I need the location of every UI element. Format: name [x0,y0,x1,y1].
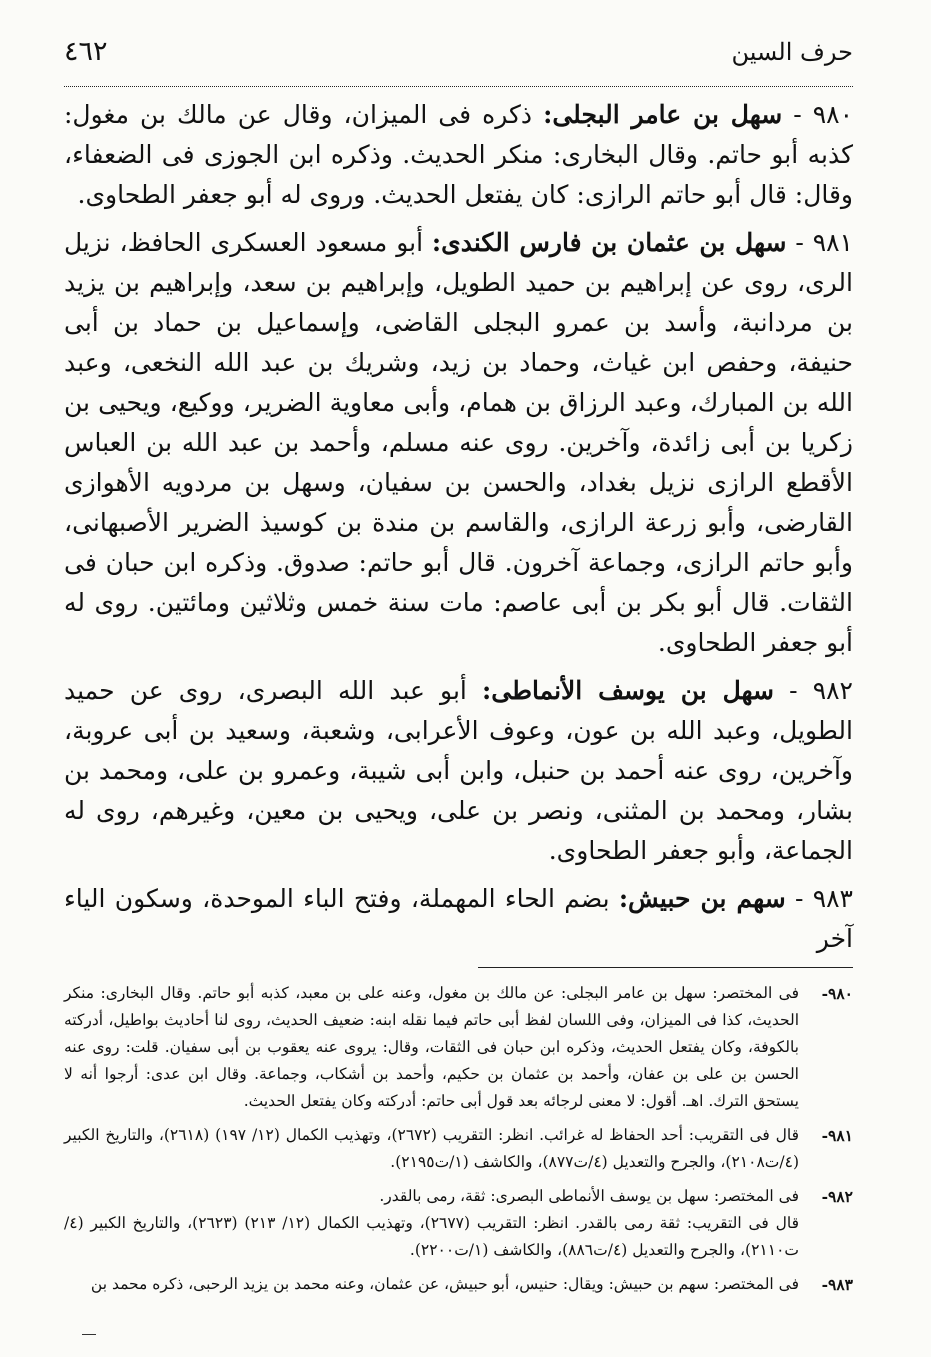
entry-number: ٩٨٣ - [794,884,853,913]
page-header [64,36,853,87]
entry-text: ذكره فى الميزان، وقال عن مالك بن مغول: كذبه أبو حاتم. وقال البخارى: منكر الحديث. وذكره ابن الجوزى فى الضعفاء، وقال: قال أبو حاتم الرازى: كان يفتعل الحديث. وروى له أبو جعفر الطحاوى. [64,100,853,209]
footnote-text: قال فى التقريب: أحد الحفاظ له غرائب. انظر: التقريب (٢٦٧٢)، وتهذيب الكمال (١٢/ ١٩٧) (٢٦١٨)، والتاريخ الكبير (٤/ت٢١٠٨)، والجرح والتعديل (٤/ت٨٧٧)، والكاشف (١/ت٢١٩٥). [64,1126,799,1171]
footnote-number: ٩٨٠- [821,984,853,1003]
entry-name: سهل بن يوسف الأنماطى: [482,676,774,705]
entry-981 [64,223,853,663]
footnote-983 [64,1271,853,1298]
footnotes [64,980,853,1298]
entry-number: ٩٨٢ - [789,676,853,705]
entry-text: بضم الحاء المهملة، وفتح الباء الموحدة، وسكون الياء آخر [64,884,853,953]
footnote-text: فى المختصر: سهل بن عامر البجلى: عن مالك بن مغول، وعنه على بن معبد، كذبه أبو حاتم. وقال البخارى: منكر الحديث، كذا فى الميزان، وفى اللسان لفظ أبى حاتم فيما نقله ابنه: ضعيف الحديث، روى لنا أحاديث بواطيل، أدركته بالكوفة، وكان يفتعل الحديث، وذكره ابن حبان فى الثقات، وقال: يروى عنه يعقوب بن أبى سفيان. قلت: روى عنه الحسن بن على بن عفان، وأحمد بن عثمان بن حكيم، وأحمد بن أشكاب، وجماعة. وقال ابن عدى: أرجوا أنه لا يستحق الترك. اهـ. أقول: لا معنى لرجائه بعد قول أبى حاتم: أدركته وكان يفتعل الحديث. [64,984,799,1110]
footnote-number: ٩٨٣- [821,1275,853,1294]
entry-number: ٩٨٠ - [793,100,854,129]
footnote-number: ٩٨١- [821,1126,853,1145]
page-number: ٤٦٢ [64,36,108,67]
margin-mark [82,1334,96,1335]
entry-980 [64,95,853,215]
footnote-981 [64,1122,853,1176]
entry-name: سهل بن عثمان بن فارس الكندى: [431,228,787,257]
footnote-982 [64,1183,853,1264]
entry-number: ٩٨١ - [795,228,853,257]
footnote-number: ٩٨٢- [821,1187,853,1206]
entry-name: سهل بن عامر البجلى: [543,100,783,129]
entry-text: أبو عبد الله البصرى، روى عن حميد الطويل، وعبد الله بن عون، وعوف الأعرابى، وشعبة، وسعيد بن أبى عروبة، وآخرين، روى عنه أحمد بن حنبل، وابن أبى شيبة، وعمرو بن على، ومحمد بن بشار، ومحمد بن المثنى، ونصر بن على، ويحيى بن معين، وغيرهم، روى له الجماعة، وأبو جعفر الطحاوى. [64,676,853,865]
running-title: حرف السين [731,38,853,66]
footnote-text: فى المختصر: سهم بن حبيش: ويقال: حنيس، أبو حبيش، عن عثمان، وعنه محمد بن يزيد الرحبى، ذكره محمد بن [90,1275,799,1293]
entry-982 [64,671,853,871]
main-text [64,95,853,959]
footnote-separator [478,967,853,968]
entry-name: سهم بن حبيش: [618,884,786,913]
entry-983 [64,879,853,959]
footnote-980 [64,980,853,1115]
footnote-text: فى المختصر: سهل بن يوسف الأنماطى البصرى: ثقة، رمى بالقدر. [379,1187,799,1205]
footnote-text-continued: قال فى التقريب: ثقة رمى بالقدر. انظر: التقريب (٢٦٧٧)، وتهذيب الكمال (١٢/ ٢١٣) (٢٦٢٣)، والتاريخ الكبير (٤/ت٢١١٠)، والجرح والتعديل (٤/ت٨٨٦)، والكاشف (١/ت٢٢٠٠). [64,1214,799,1259]
entry-text: أبو مسعود العسكرى الحافظ، نزيل الرى، روى عن إبراهيم بن حميد الطويل، وإبراهيم بن سعد، وإبراهيم بن يزيد بن مردانبة، وأسد بن عمرو البجلى القاضى، وإسماعيل بن حماد بن أبى حنيفة، وحفص ابن غياث، وحماد بن زيد، وشريك بن عبد الله النخعى، وعبد الله بن المبارك، وعبد الرزاق بن همام، وأبى معاوية الضرير، ووكيع، ويحيى بن زكريا بن أبى زائدة، وآخرين. روى عنه مسلم، وأحمد بن عبد الله بن العباس الأقطع الرازى نزيل بغداد، والحسن بن سفيان، وسهل بن مردويه الأهوازى القارضى، وأبو زرعة الرازى، والقاسم بن مندة بن كوسيذ الضرير الأصبهانى، وأبو حاتم الرازى، وجماعة آخرون. قال أبو حاتم: صدوق. وذكره ابن حبان فى الثقات. قال أبو بكر بن أبى عاصم: مات سنة خمس وثلاثين ومائتين. روى له أبو جعفر الطحاوى. [64,228,854,657]
